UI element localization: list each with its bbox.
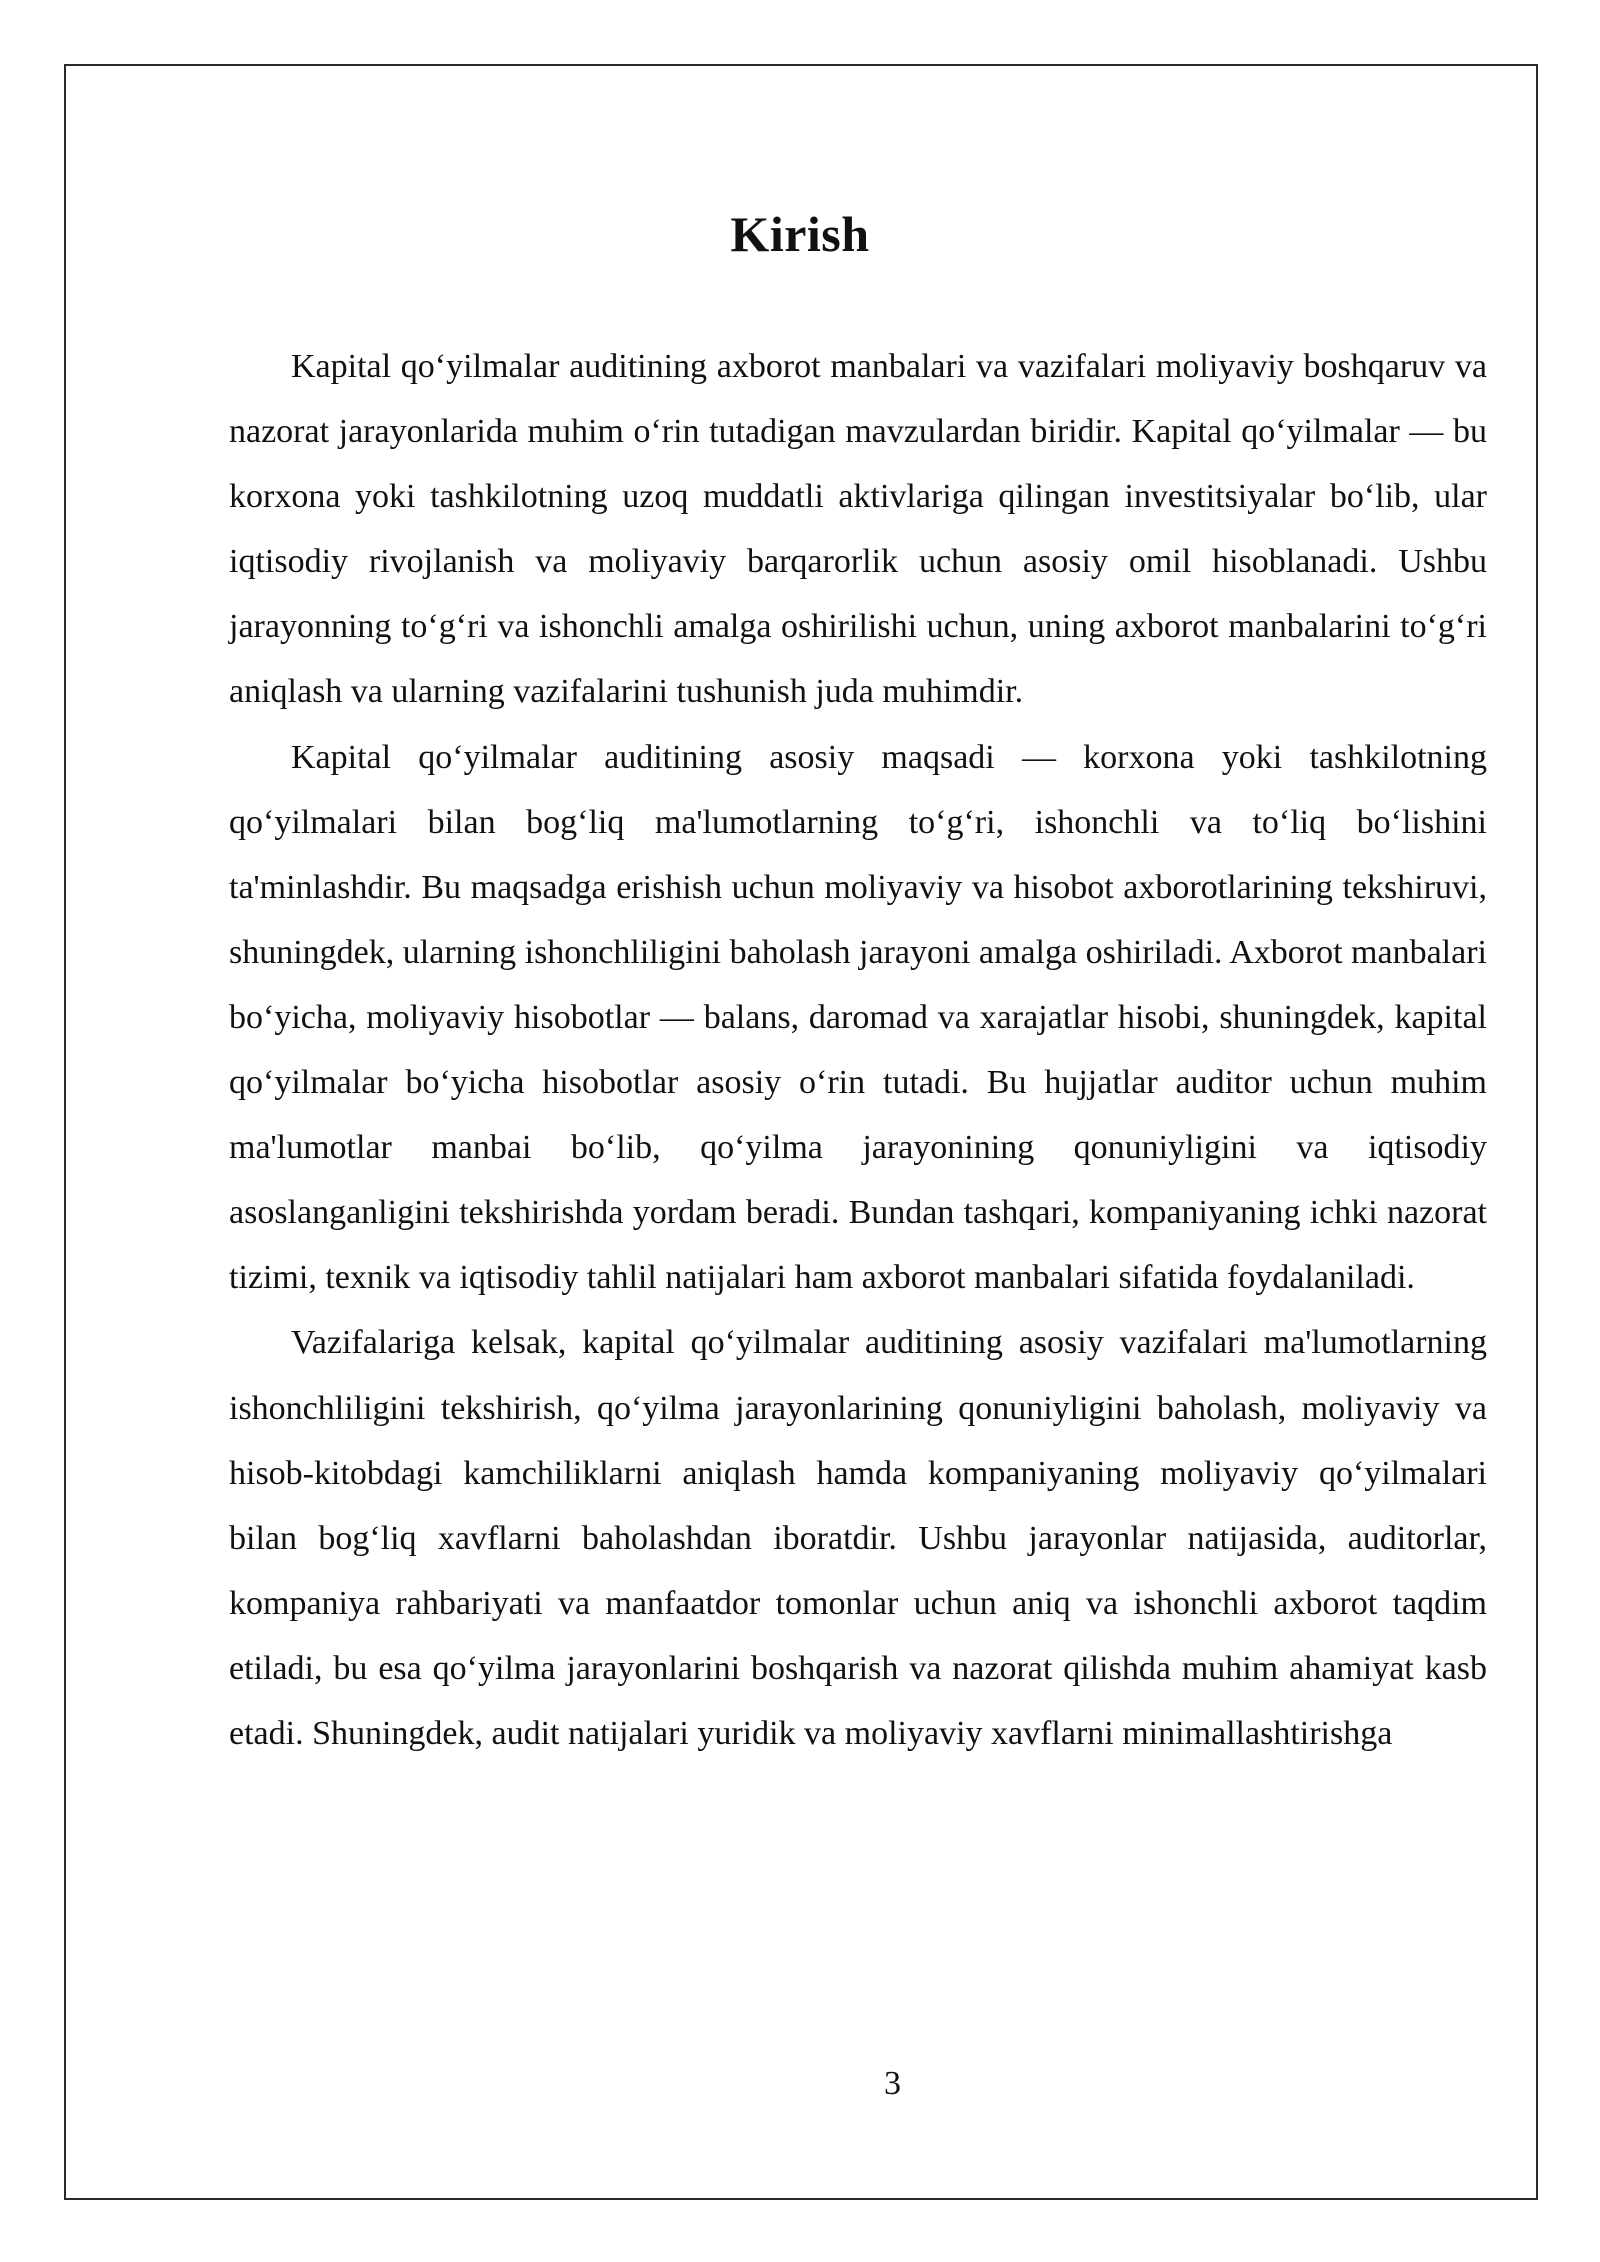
paragraph-1: Kapital qo‘yilmalar auditining axborot manbalari va vazifalari moliyaviy boshqaruv va nazorat jarayonlarida muhim o‘rin tutadigan mavzulardan biridir. Kapital qo‘yilmalar — bu korxona yoki tashkilotning uzoq muddatli aktivlariga qilingan investitsiyalar bo‘lib, ular iqtisodiy rivojlanish va moliyaviy barqarorlik uchun asosiy omil hisoblanadi. Ushbu jarayonning to‘g‘ri va ishonchli amalga oshirilishi uchun, uning axborot manbalarini to‘g‘ri aniqlash va ularning vazifalarini tushunish juda muhimdir. [229, 348, 1487, 711]
page-number: 3 [884, 2065, 901, 2102]
page-title: Kirish [730, 206, 870, 262]
paragraph-3: Vazifalariga kelsak, kapital qo‘yilmalar auditining asosiy vazifalari ma'lumotlarning ishonchliligini tekshirish, qo‘yilma jarayonlarining qonuniyligini baholash, moliyaviy va hisob-kitobdagi kamchiliklarni aniqlash hamda kompaniyaning moliyaviy qo‘yilmalari bilan bog‘liq xavflarni baholashdan iboratdir. Ushbu jarayonlar natijasida, auditorlar, kompaniya rahbariyati va manfaatdor tomonlar uchun aniq va ishonchli axborot taqdim etiladi, bu esa qo‘yilma jarayonlarini boshqarish va nazorat qilishda muhim ahamiyat kasb etadi. Shuningdek, audit natijalari yuridik va moliyaviy xavflarni minimallashtirishga [229, 1324, 1487, 1752]
document-body [229, 334, 1487, 1766]
paragraph-2: Kapital qo‘yilmalar auditining asosiy maqsadi — korxona yoki tashkilotning qo‘yilmalari bilan bog‘liq ma'lumotlarning to‘g‘ri, ishonchli va to‘liq bo‘lishini ta'minlashdir. Bu maqsadga erishish uchun moliyaviy va hisobot axborotlarining tekshiruvi, shuningdek, ularning ishonchliligini baholash jarayoni amalga oshiriladi. Axborot manbalari bo‘yicha, moliyaviy hisobotlar — balans, daromad va xarajatlar hisobi, shuningdek, kapital qo‘yilmalar bo‘yicha hisobotlar asosiy o‘rin tutadi. Bu hujjatlar auditor uchun muhim ma'lumotlar manbai bo‘lib, qo‘yilma jarayonining qonuniyligini va iqtisodiy asoslanganligini tekshirishda yordam beradi. Bundan tashqari, kompaniyaning ichki nazorat tizimi, texnik va iqtisodiy tahlil natijalari ham axborot manbalari sifatida foydalaniladi. [229, 738, 1487, 1297]
